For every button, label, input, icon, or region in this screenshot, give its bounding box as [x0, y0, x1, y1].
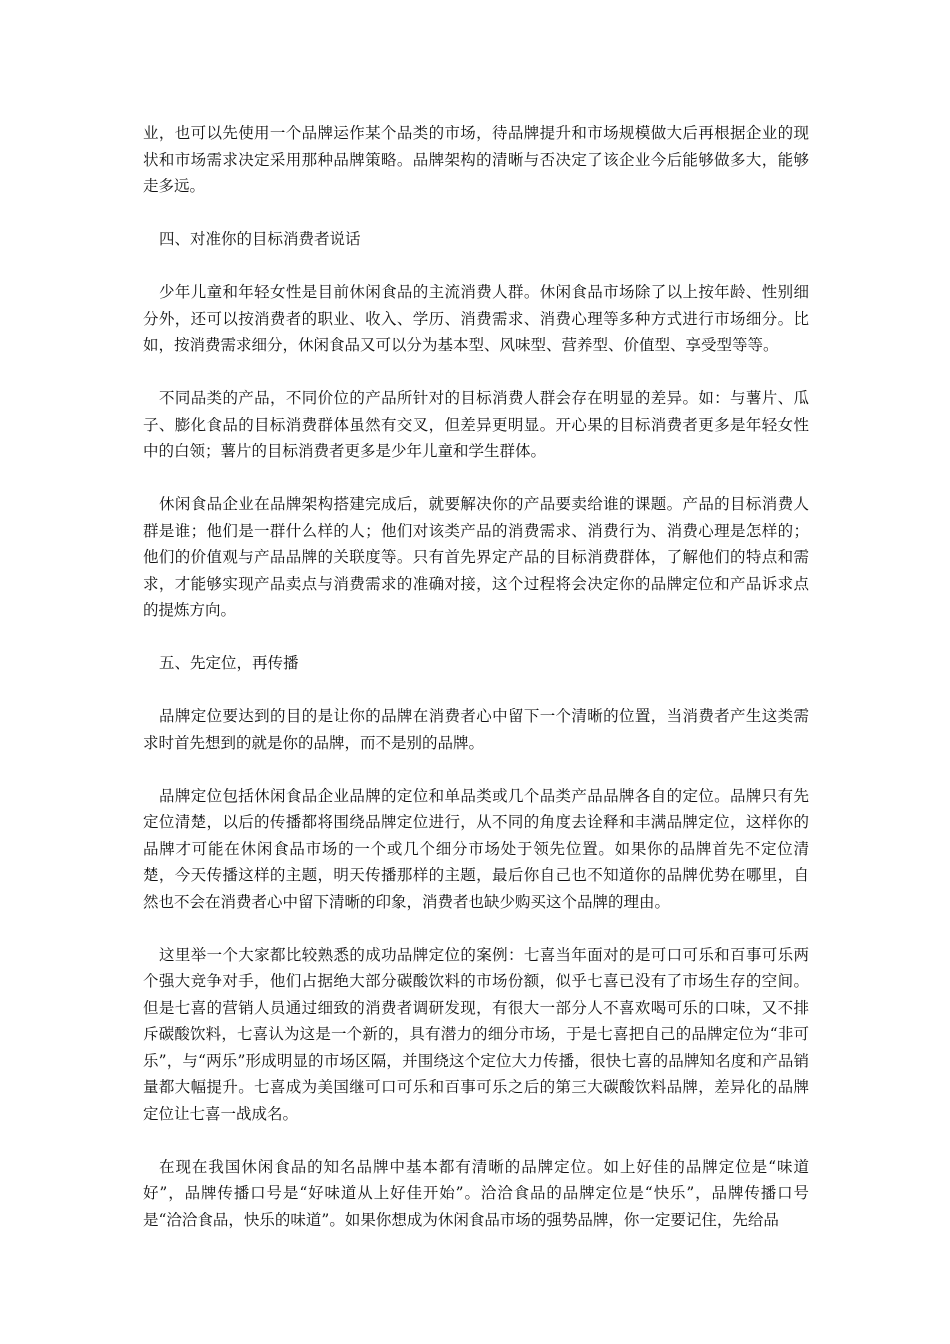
document-body	[143, 120, 809, 1260]
paragraph-7up-case: 这里举一个大家都比较熟悉的成功品牌定位的案例：七喜当年面对的是可口可乐和百事可乐两个强大竞争对手，他们占据绝大部分碳酸饮料的市场份额，似乎七喜已没有了市场生存的空间。但是七喜的营销人员通过细致的消费者调研发现，有很大一部分人不喜欢喝可乐的口味，又不排斥碳酸饮料，七喜认为这是一个新的，具有潜力的细分市场，于是七喜把自己的品牌定位为“非可乐”，与“两乐”形成明显的市场区隔，并围绕这个定位大力传播，很快七喜的品牌知名度和产品销量都大幅提升。七喜成为美国继可口可乐和百事可乐之后的第三大碳酸饮料品牌，差异化的品牌定位让七喜一战成名。	[143, 945, 809, 1123]
paragraph-target-consumers: 少年儿童和年轻女性是目前休闲食品的主流消费人群。休闲食品市场除了以上按年龄、性别细分外，还可以按消费者的职业、收入、学历、消费需求、消费心理等多种方式进行市场细分。比如，按消费需求细分，休闲食品又可以分为基本型、风味型、营养型、价值型、享受型等等。	[143, 283, 809, 354]
paragraph-intro-continued: 业，也可以先使用一个品牌运作某个品类的市场，待品牌提升和市场规模做大后再根据企业的现状和市场需求决定采用那种品牌策略。品牌架构的清晰与否决定了该企业今后能够做多大，能够走多远。	[143, 124, 809, 195]
paragraph-positioning-goal: 品牌定位要达到的目的是让你的品牌在消费者心中留下一个清晰的位置，当消费者产生这类需求时首先想到的就是你的品牌，而不是别的品牌。	[143, 707, 809, 752]
paragraph-positioning-scope: 品牌定位包括休闲食品企业品牌的定位和单品类或几个品类产品品牌各自的定位。品牌只有先定位清楚，以后的传播都将围绕品牌定位进行，从不同的角度去诠释和丰满品牌定位，这样你的品牌才可能在休闲食品市场的一个或几个细分市场处于领先位置。如果你的品牌首先不定位清楚，今天传播这样的主题，明天传播那样的主题，最后你自己也不知道你的品牌优势在哪里，自然也不会在消费者心中留下清晰的印象，消费者也缺少购买这个品牌的理由。	[143, 786, 809, 911]
paragraph-brand-architecture: 休闲食品企业在品牌架构搭建完成后，就要解决你的产品要卖给谁的课题。产品的目标消费人群是谁；他们是一群什么样的人；他们对该类产品的消费需求、消费行为、消费心理是怎样的；他们的价值观与产品品牌的关联度等。只有首先界定产品的目标消费群体，了解他们的特点和需求，才能够实现产品卖点与消费需求的准确对接，这个过程将会决定你的品牌定位和产品诉求点的提炼方向。	[143, 495, 809, 619]
section-heading-4: 四、对准你的目标消费者说话	[159, 230, 361, 248]
section-heading-5: 五、先定位，再传播	[159, 654, 299, 672]
paragraph-category-differences: 不同品类的产品，不同价位的产品所针对的目标消费人群会存在明显的差异。如：与薯片、瓜子、膨化食品的目标消费群体虽然有交叉，但差异更明显。开心果的目标消费者更多是年轻女性中的白领；薯片的目标消费者更多是少年儿童和学生群体。	[143, 389, 809, 460]
paragraph-domestic-brands: 在现在我国休闲食品的知名品牌中基本都有清晰的品牌定位。如上好佳的品牌定位是“味道好”，品牌传播口号是“好味道从上好佳开始”。洽洽食品的品牌定位是“快乐”，品牌传播口号是“洽洽食品，快乐的味道”。如果你想成为休闲食品市场的强势品牌，你一定要记住，先给品	[143, 1157, 809, 1229]
